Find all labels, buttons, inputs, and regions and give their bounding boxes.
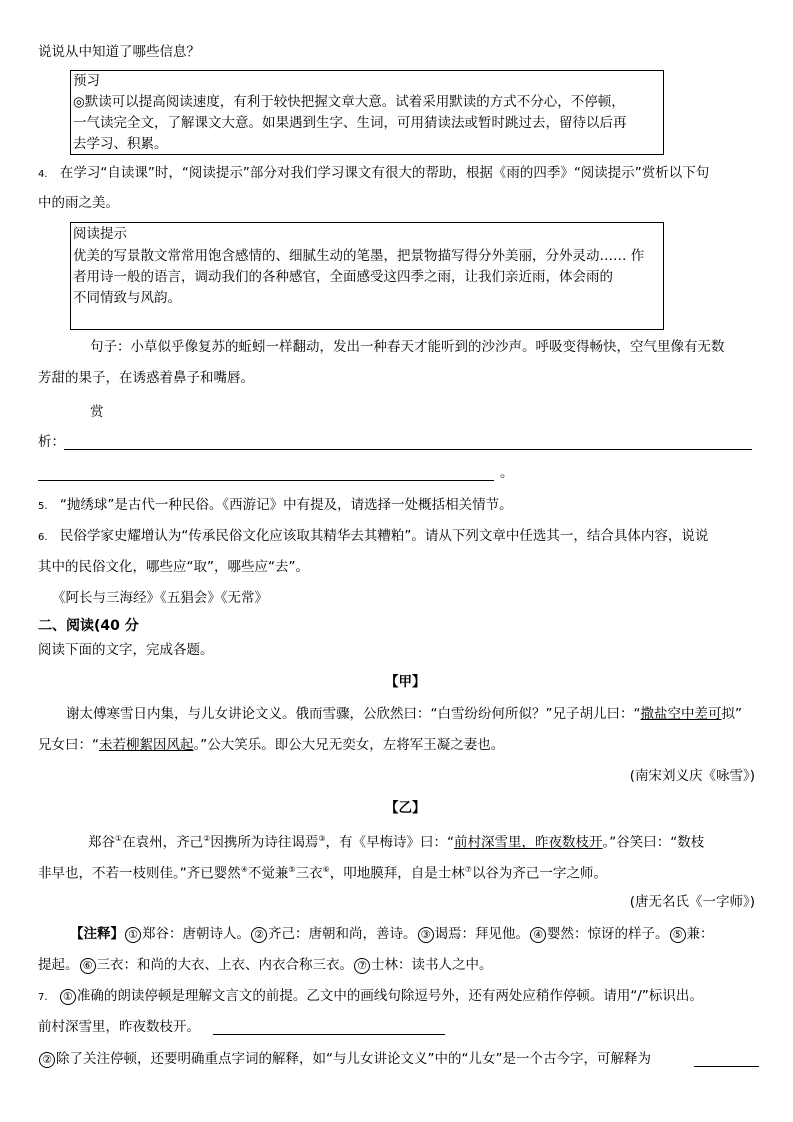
question-number: 4. (38, 169, 48, 180)
passage-text: 郑谷 (88, 834, 115, 851)
preview-box-line: ◎默读可以提高阅读速度，有利于较快把握文章大意。试着采用默读的方式不分心，不停顿， (73, 94, 625, 110)
passage-text: 。”谷笑曰：“数枝 (602, 834, 705, 851)
appreciation-label: 赏 (90, 404, 104, 420)
answer-line[interactable] (694, 1066, 759, 1067)
passage-text: 拟 (721, 706, 735, 722)
passage-text: ，叩地膜拜，自是士林 (329, 865, 465, 882)
section-heading: 二、阅读(40 分 (38, 618, 139, 634)
question-text: 除了关注停顿，还要明确重点字词的解释，如“与儿女讲论文义”中的“儿女”是一个古今字，可解释为 (56, 1051, 651, 1067)
question-4 (38, 164, 709, 184)
intro-line: 说说从中知道了哪些信息？ (38, 44, 200, 60)
circled-number: ② (251, 927, 267, 943)
note-text: 齐己：唐朝和尚，善诗。 (268, 926, 417, 942)
passage-yi-line2 (38, 861, 607, 883)
passage-text: 因携所为诗往谒焉 (210, 834, 319, 851)
question-4-line2: 中的雨之美。 (38, 195, 119, 211)
question-number: 7. (38, 992, 48, 1003)
question-7-line3 (38, 1050, 651, 1068)
underlined-sentence: 撒盐空中差可 (640, 706, 722, 722)
works-list: 《阿长与三海经》《五猖会》《无常》 (52, 590, 268, 606)
question-number: 5. (38, 501, 48, 512)
passage-text: 。”公大笑乐。即公大兄无奕女，左将军王凝之妻也。 (193, 737, 505, 753)
note-text: 士林：读书人之中。 (371, 957, 493, 973)
question-5 (38, 496, 513, 516)
passage-text: 三衣 (295, 865, 323, 882)
footnote-mark: ⑦ (464, 865, 472, 874)
note-text: 谒焉：拜见他。 (434, 926, 529, 942)
circled-number: ⑥ (80, 958, 96, 974)
notes-label: 【注释】 (70, 926, 124, 942)
circled-number: ① (60, 989, 76, 1005)
underlined-sentence: 未若柳絮因风起 (99, 737, 194, 753)
footnote-mark: ② (203, 834, 211, 843)
question-text: 在学习“自读课”时，“阅读提示”部分对我们学习课文有很大的帮助，根据《雨的四季》“阅读提示”赏析以下句 (59, 165, 710, 181)
reading-tip-title: 阅读提示 (73, 226, 127, 242)
preview-box-line: 一气读完全文，了解课文大意。如果遇到生字、生词，可用猜读法或暂时跳过去，留待以后再 (73, 115, 627, 131)
question-7 (38, 987, 703, 1007)
passage-text: 以谷为齐己一字之师。 (471, 865, 607, 882)
passage-jia-line2 (38, 736, 504, 754)
circled-number: ② (39, 1052, 55, 1068)
passage-jia-line1 (66, 705, 742, 723)
passage-yi-line1 (88, 830, 704, 852)
footnote-mark: ③ (318, 834, 326, 843)
underlined-sentence: 前村深雪里，昨夜数枝开 (454, 834, 603, 851)
appreciation-label: 析： (38, 434, 65, 450)
question-text: 民俗学家史耀增认为“传承民俗文化应该取其精华去其糟粕”。请从下列文章中任选其一，结合具体内容，说说 (59, 528, 709, 544)
preview-box-title: 预习 (73, 73, 100, 89)
passage-jia-source: (南宋刘义庆《咏雪》) (629, 768, 755, 784)
notes-line1 (70, 925, 714, 943)
passage-jia-title: 【甲】 (385, 674, 426, 690)
passage-text: 在袁州，齐己 (122, 834, 204, 851)
passage-text: ” (734, 706, 742, 722)
note-text: 婴然：惊讶的样子。 (547, 926, 669, 942)
passage-text: 谢太傅寒雪日内集，与儿女讲论文义。俄而雪骤，公欣然曰：“白雪纷纷何所似？”兄子胡儿曰：“ (66, 706, 641, 722)
circled-number: ⑤ (670, 927, 686, 943)
passage-text: 非早也，不若一枝则佳。”齐已婴然 (38, 865, 241, 882)
question-6-line2: 其中的民俗文化，哪些应“取”，哪些应“去”。 (38, 559, 309, 575)
passage-text: ，有《早梅诗》曰：“ (325, 834, 455, 851)
circled-number: ① (125, 927, 141, 943)
reading-tip-line: 不同情致与风韵。 (73, 290, 181, 306)
footnote-mark: ① (115, 834, 123, 843)
preview-box-line: 去学习、积累。 (73, 136, 168, 152)
answer-line[interactable] (38, 480, 494, 481)
notes-line2 (38, 956, 493, 974)
circled-number: ⑦ (354, 958, 370, 974)
note-text: 三衣：和尚的大衣、上衣、内衣合称三衣。 (96, 957, 353, 973)
passage-text: 不觉兼 (247, 865, 289, 882)
note-text: 郑谷：唐朝诗人。 (142, 926, 250, 942)
reading-tip-box (70, 222, 664, 330)
answer-line[interactable] (213, 1034, 445, 1035)
note-text: 提起。 (38, 957, 79, 973)
question-7-line2: 前村深雪里，昨夜数枝开。 (38, 1019, 200, 1035)
question-number: 6. (38, 532, 48, 543)
passage-yi-source: (唐无名氏《一字师》) (629, 894, 755, 910)
passage-yi-title: 【乙】 (385, 800, 426, 816)
answer-end-period: 。 (500, 465, 514, 481)
note-text: 兼： (686, 926, 714, 942)
preview-box (70, 70, 664, 155)
footnote-mark: ⑥ (322, 865, 330, 874)
question-6 (38, 527, 708, 547)
passage-text: 兄女曰：“ (38, 737, 99, 753)
sentence-line2: 芳甜的果子，在诱惑着鼻子和嘴唇。 (38, 370, 254, 386)
sentence-line1: 句子：小草似乎像复苏的蚯蚓一样翻动，发出一种春天才能听到的沙沙声。呼吸变得畅快，空气里像有无数 (90, 339, 725, 355)
circled-number: ④ (530, 927, 546, 943)
reading-tip-line: 优美的写景散文常常用饱含感情的、细腻生动的笔墨，把景物描写得分外美丽，分外灵动…… 作 (73, 248, 645, 264)
answer-line[interactable] (64, 449, 752, 450)
reading-tip-line: 者用诗一般的语言，调动我们的各种感官，全面感受这四季之雨，让我们亲近雨，体会雨的 (73, 269, 613, 285)
section-instruction: 阅读下面的文字，完成各题。 (38, 642, 214, 658)
footnote-mark: ④ (240, 865, 248, 874)
question-text: “抛绣球”是古代一种民俗。《西游记》中有提及，请选择一处概括相关情节。 (59, 497, 513, 513)
question-text: 准确的朗读停顿是理解文言文的前提。乙文中的画线句除逗号外，还有两处应稍作停顿。请用“/”标识出。 (76, 988, 703, 1004)
footnote-mark: ⑤ (288, 865, 296, 874)
circled-number: ③ (418, 927, 434, 943)
